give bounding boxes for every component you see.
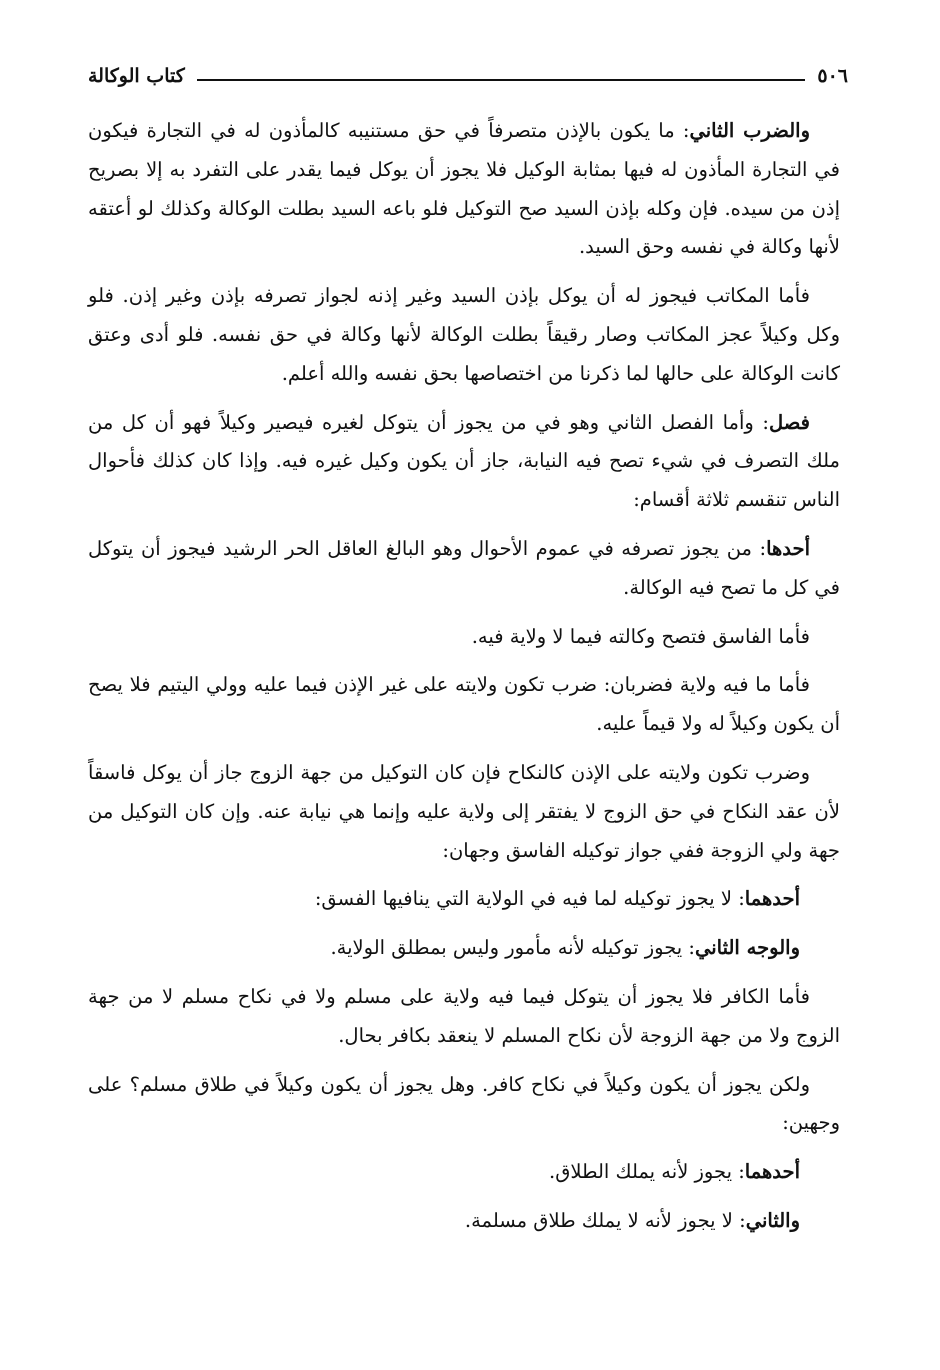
sub-paragraph [88,880,840,919]
paragraph [88,404,840,520]
paragraph-lead: والوجه الثاني [694,936,800,960]
paragraph-lead: أحدها [766,536,810,560]
sub-paragraph [88,929,840,968]
paragraph [88,978,840,1056]
paragraph-text: وضرب تكون ولايته على الإذن كالنكاح فإن كان التوكيل من جهة الزوج جاز أن يوكل فاسقاً لأن عقد النكاح في حق الزوج لا يفتقر إلى ولاية عليه وإنما هي نيابة عنه. وإن كان التوكيل من جهة ولي الزوجة ففي جواز توكيله الفاسق وجهان: [88,760,840,862]
header-rule [197,79,806,81]
paragraph-text: : لا يجوز لأنه لا يملك طلاق مسلمة. [464,1208,746,1232]
paragraph [88,754,840,870]
book-title: كتاب الوكالة [88,65,185,87]
paragraph-text: فأما الفاسق فتصح وكالته فيما لا ولاية فيه. [471,624,810,648]
paragraph-text: : يجوز توكيله لأنه مأمور وليس بمطلق الولاية. [330,936,695,960]
paragraph-text: : من يجوز تصرفه في عموم الأحوال وهو البالغ العاقل الحر الرشيد فيجوز أن يتوكل في كل ما تصح فيه الوكالة. [88,536,840,599]
paragraph-text: : يجوز لأنه يملك الطلاق. [549,1160,745,1184]
paragraph-text: : ما يكون بالإذن متصرفاً في حق مستنيبه كالمأذون له في التجارة فيكون في التجارة المأذون له فيها بمثابة الوكيل فلا يجوز أن يوكل فيما يقدر على التفرد به إلا بصريح إذن من سيده. فإن وكله بإذن السيد صح التوكيل فلو باعه السيد بطلت الوكالة وكذلك لو أعتقه لأنها وكالة في نفسه وحق السيد. [88,119,840,259]
paragraph-lead: أحدهما [744,1160,800,1184]
paragraph-text: فأما الكافر فلا يجوز أن يتوكل فيما فيه ولاية على مسلم ولا في نكاح مسلم لا من جهة الزوج ولا من جهة الزوجة لأن نكاح المسلم لا ينعقد بكافر بحال. [88,984,840,1047]
paragraph-text: فأما المكاتب فيجوز له أن يوكل بإذن السيد وغير إذنه لجواز تصرفه بإذن وغير إذن. فلو وكل وكيلاً عجز المكاتب وصار رقيقاً بطلت الوكالة لأنها وكالة في حق نفسه. فلو أدى وعتق كانت الوكالة على حالها لما ذكرنا من اختصاصها بحق نفسه والله أعلم. [88,284,840,385]
paragraph [88,666,840,744]
paragraph-lead: فصل [769,410,810,434]
paragraph [88,277,840,393]
paragraph-text: فأما ما فيه ولاية فضربان: ضرب تكون ولايته على غير الإذن فيما عليه وولي اليتيم فلا يصح أن يكون وكيلاً له ولا قيماً عليه. [88,673,840,736]
page-number: ٥٠٦ [817,65,848,87]
paragraph-lead: والثاني [745,1208,800,1232]
sub-paragraph [88,1153,840,1192]
paragraph-lead: والضرب الثاني [689,119,810,142]
sub-paragraph [88,1202,840,1241]
page-header [88,58,848,94]
paragraph [88,1066,840,1144]
paragraph-text: : لا يجوز توكيله لما فيه في الولاية التي ينافيها الفسق: [314,887,745,911]
paragraph-text: : وأما الفصل الثاني وهو في من يجوز أن يتوكل لغيره فيصير وكيلاً فهو أن كل من ملك التصرف في شيء تصح فيه النيابة، جاز أن يكون وكيل غيره فيه. وإذا كان كذلك فأحوال الناس تنقسم ثلاثة أقسام: [88,410,840,512]
paragraph [88,530,840,608]
paragraph [88,112,840,267]
paragraph-lead: أحدهما [744,887,800,911]
page-body [88,112,840,1251]
paragraph [88,618,840,657]
paragraph-text: ولكن يجوز أن يكون وكيلاً في نكاح كافر. وهل يجوز أن يكون وكيلاً في طلاق مسلم؟ على وجهين: [88,1072,840,1135]
